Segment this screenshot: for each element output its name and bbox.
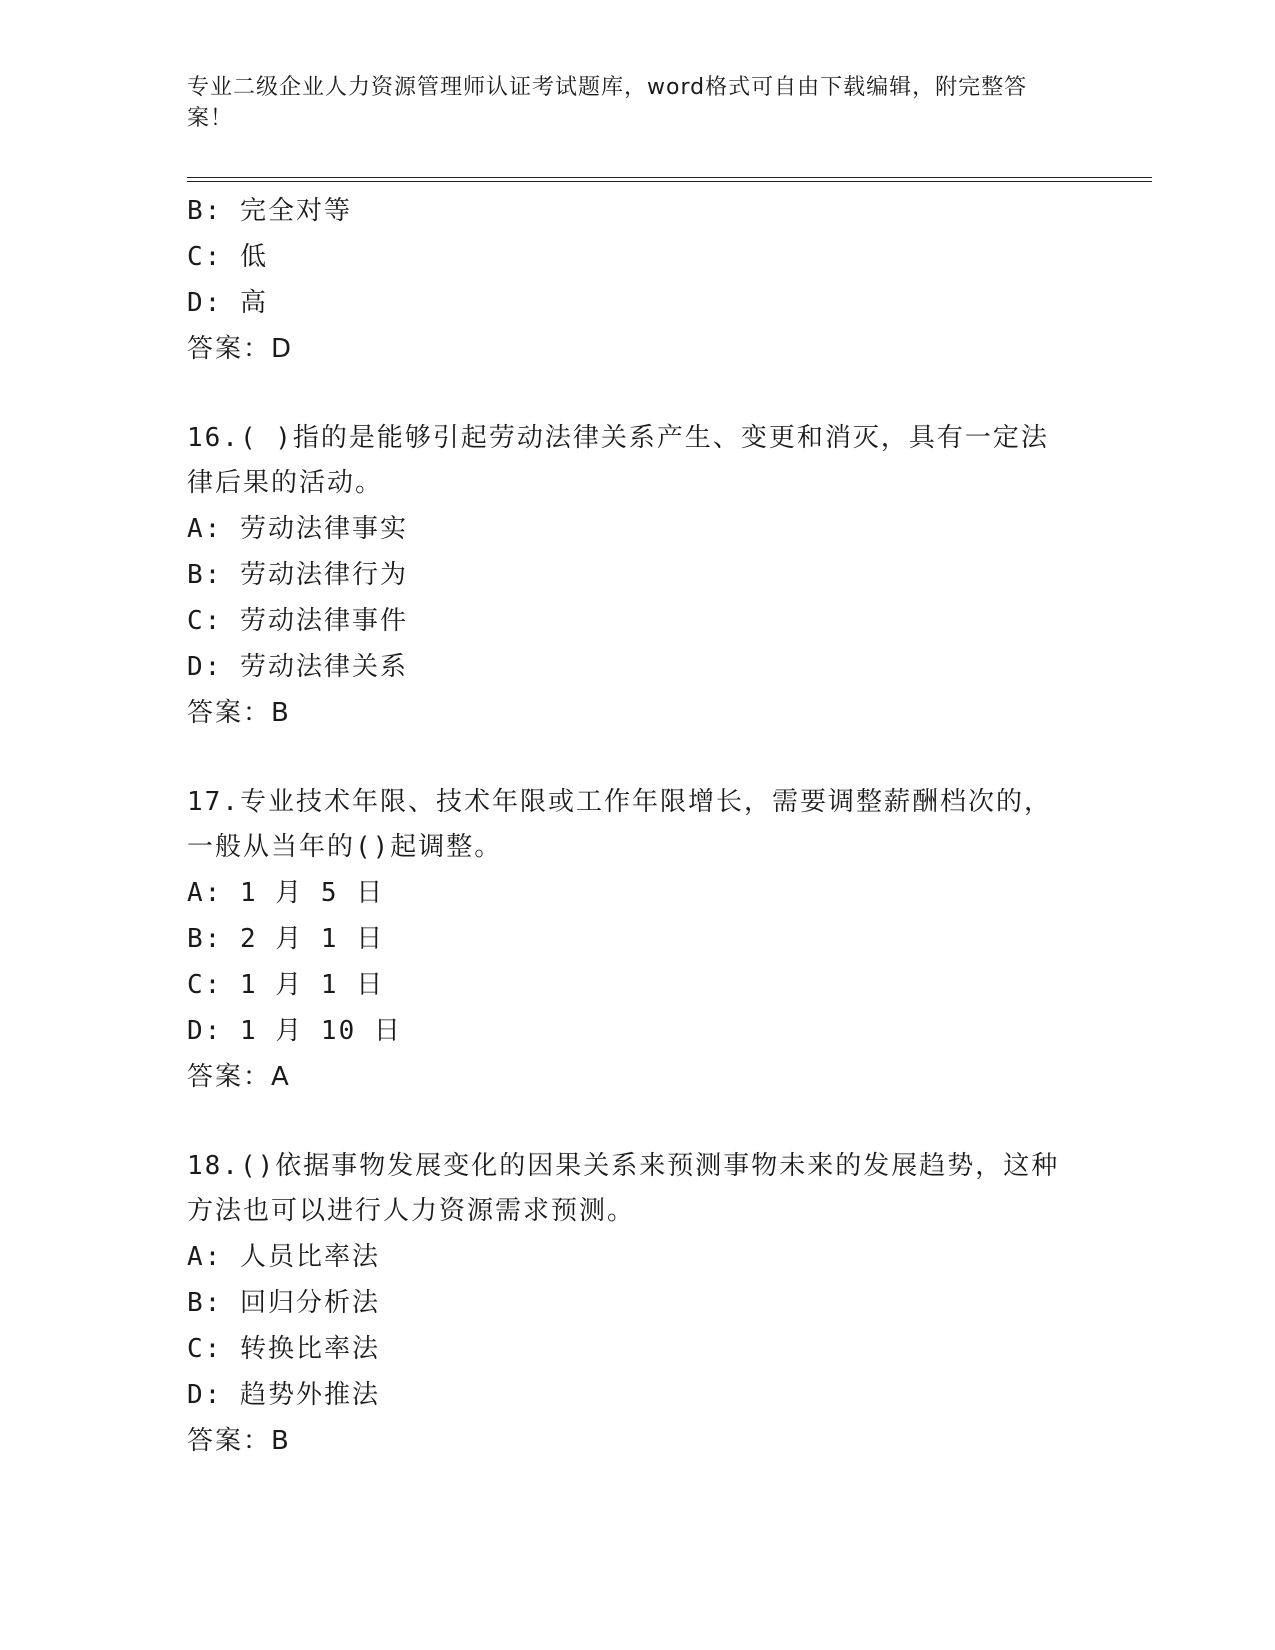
option-c: C: 低 xyxy=(187,242,268,272)
header-divider xyxy=(187,177,1152,182)
option-d: D: 趋势外推法 xyxy=(187,1380,380,1410)
answer-line: 答案：B xyxy=(187,698,291,728)
option-c: C: 1 月 1 日 xyxy=(187,970,385,1000)
option-b: B: 完全对等 xyxy=(187,196,352,226)
question-17 xyxy=(187,780,1087,1100)
option-d: D: 高 xyxy=(187,288,268,318)
answer-line: 答案：B xyxy=(187,1426,291,1456)
option-c: C: 转换比率法 xyxy=(187,1334,380,1364)
carryover-question xyxy=(187,188,1087,372)
document-header: 专业二级企业人力资源管理师认证考试题库，word格式可自由下载编辑，附完整答案！ xyxy=(187,75,1028,131)
spacer xyxy=(187,372,1087,416)
answer-line: 答案：A xyxy=(187,1062,291,1092)
option-d: D: 1 月 10 日 xyxy=(187,1016,402,1046)
question-text: 17.专业技术年限、技术年限或工作年限增长，需要调整薪酬档次的，一般从当年的()起调整。 xyxy=(187,787,1052,862)
question-text: 16.( )指的是能够引起劳动法律关系产生、变更和消灭，具有一定法律后果的活动。 xyxy=(187,423,1049,498)
document-body xyxy=(187,188,1087,1464)
option-a: A: 劳动法律事实 xyxy=(187,514,408,544)
spacer xyxy=(187,1100,1087,1144)
option-d: D: 劳动法律关系 xyxy=(187,652,408,682)
spacer xyxy=(187,736,1087,780)
question-16 xyxy=(187,416,1087,736)
option-c: C: 劳动法律事件 xyxy=(187,606,408,636)
option-a: A: 1 月 5 日 xyxy=(187,878,385,908)
question-18 xyxy=(187,1144,1087,1464)
option-b: B: 2 月 1 日 xyxy=(187,924,385,954)
option-b: B: 劳动法律行为 xyxy=(187,560,408,590)
answer-line: 答案：D xyxy=(187,334,294,364)
option-b: B: 回归分析法 xyxy=(187,1288,380,1318)
question-text: 18.()依据事物发展变化的因果关系来预测事物未来的发展趋势，这种方法也可以进行人力资源需求预测。 xyxy=(187,1151,1060,1226)
option-a: A: 人员比率法 xyxy=(187,1242,380,1272)
